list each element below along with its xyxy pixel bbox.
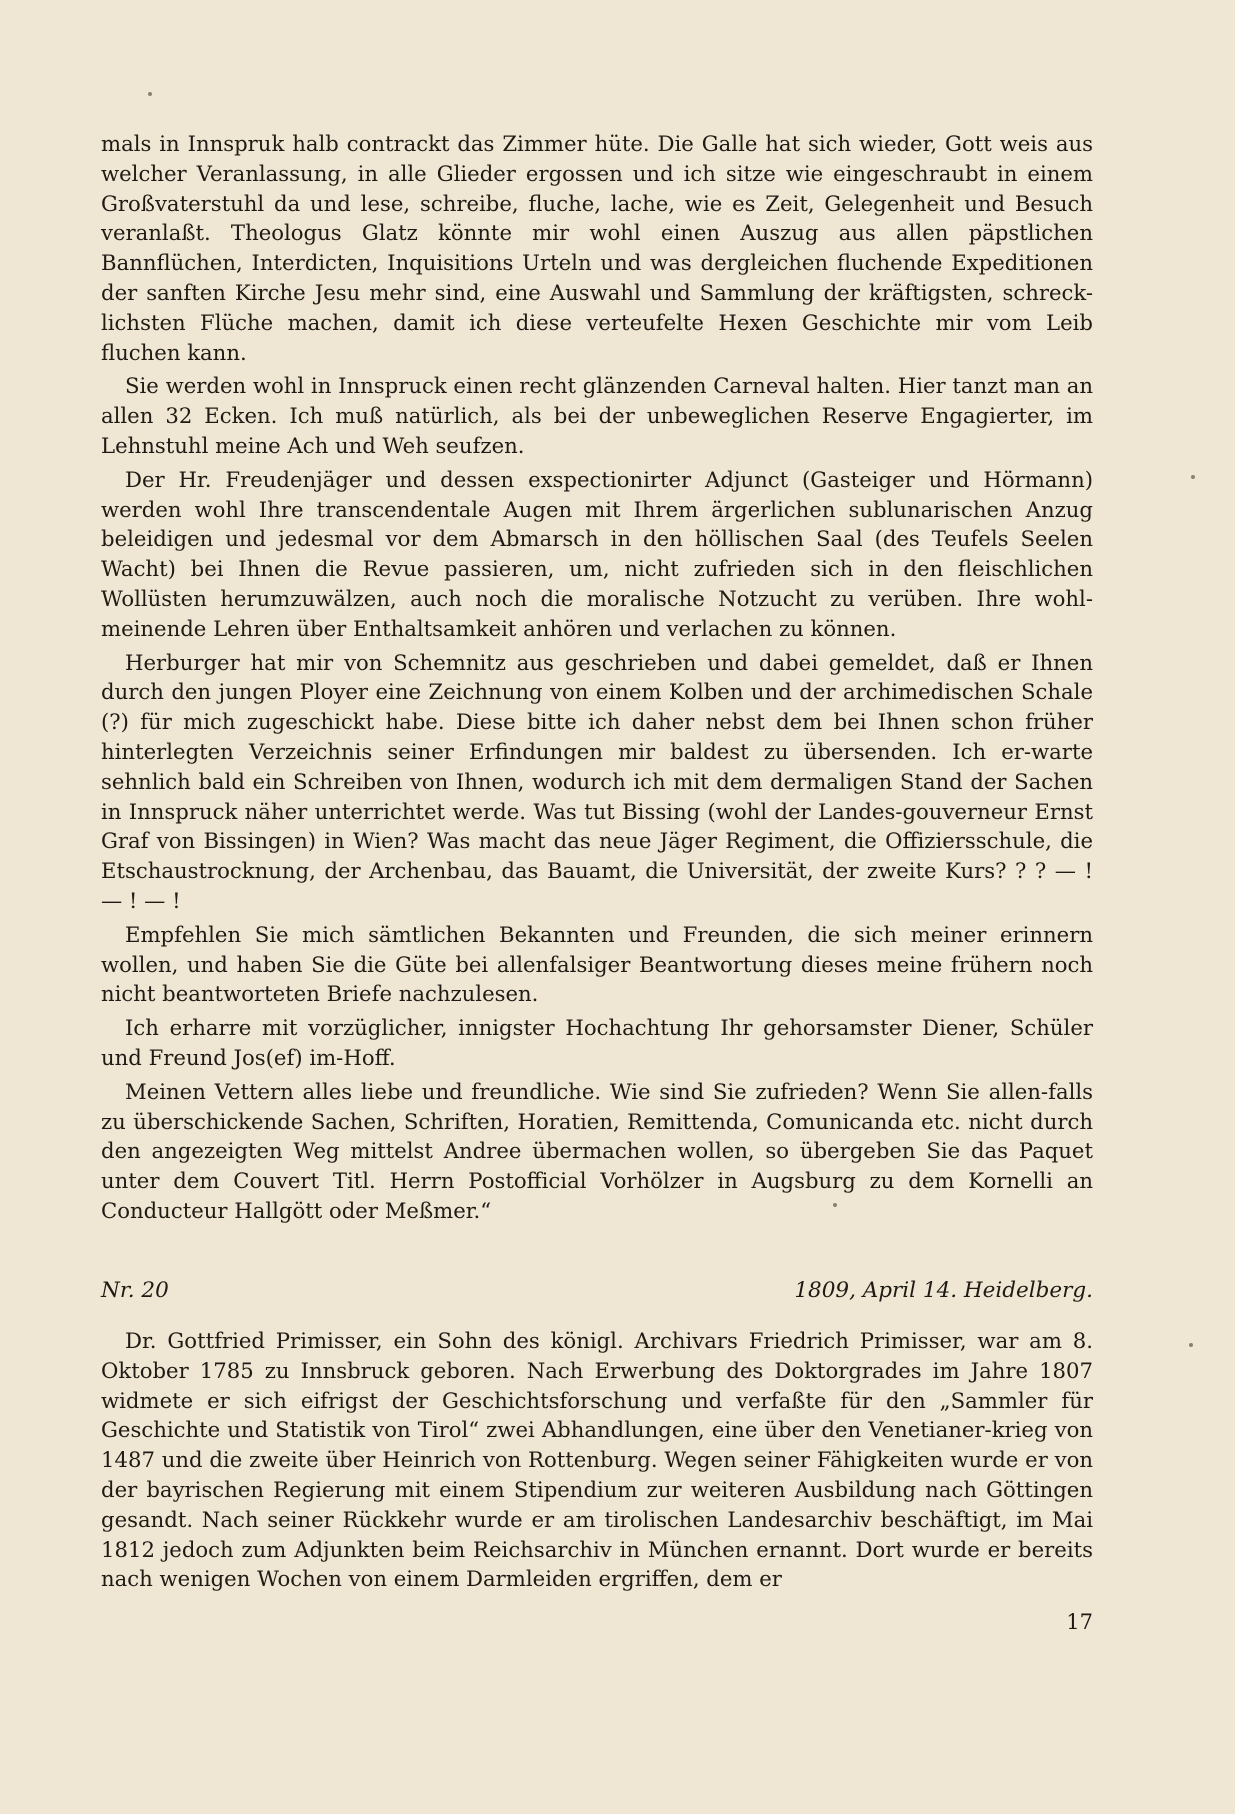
biography-paragraph: Dr. Gottfried Primisser, ein Sohn des königl. Archivars Friedrich Primisser, war am 8. Oktober 1785 zu Innsbruck geboren. Nach Erwerbung des Doktorgrades im Jahre 1807 widmete er sich eifrigst der Geschichtsforschung und verfaßte für den „Sammler für Geschichte und Statistik von Tirol“ zwei Abhandlungen, eine über den Venetianer-krieg von 1487 und die zweite über Heinrich von Rottenburg. Wegen seiner Fähigkeiten wurde er von der bayrischen Regierung mit einem Stipendium zur weiteren Ausbildung nach Göttingen gesandt. Nach seiner Rückkehr wurde er am tirolischen Landesarchiv beschäftigt, im Mai 1812 jedoch zum Adjunkten beim Reichsarchiv in München ernannt. Dort wurde er bereits nach wenigen Wochen von einem Darmleiden ergriffen, dem er [101,1328,1093,1592]
letter-paragraph: mals in Innspruk halb contrackt das Zimmer hüte. Die Galle hat sich wieder, Gott weis aus welcher Veranlassung, in alle Glieder ergossen und ich sitze wie eingeschraubt in einem Großvaterstuhl da und lese, schreibe, fluche, lache, wie es Zeit, Gelegenheit und Besuch veranlaßt. Theologus Glatz könnte mir wohl einen Auszug aus allen päpstlichen Bannflüchen, Interdicten, Inquisitions Urteln und was dergleichen fluchende Expeditionen der sanften Kirche Jesu mehr sind, eine Auswahl und Sammlung der kräftigsten, schreck-lichsten Flüche machen, damit ich diese verteufelte Hexen Geschichte mir vom Leib fluchen kann. [101,131,1093,365]
letter-paragraph: Empfehlen Sie mich sämtlichen Bekannten und Freunden, die sich meiner erinnern wollen, und haben Sie die Güte bei allenfalsiger Beantwortung dieses meine frühern noch nicht beantworteten Briefe nachzulesen. [101,921,1093,1007]
biography-text [101,1326,1093,1598]
letter-paragraph: Herburger hat mir von Schemnitz aus geschrieben und dabei gemeldet, daß er Ihnen durch den jungen Ployer eine Zeichnung von einem Kolben und der archimedischen Schale (?) für mich zugeschickt habe. Diese bitte ich daher nebst dem bei Ihnen schon früher hinterlegten Verzeichnis seiner Erfindungen mir baldest zu übersenden. Ich er-warte sehnlich bald ein Schreiben von Ihnen, wodurch ich mit dem dermaligen Stand der Sachen in Innspruck näher unterrichtet werde. Was tut Bissing (wohl der Landes-gouverneur Ernst Graf von Bissingen) in Wien? Was macht das neue Jäger Regiment, die Offiziersschule, die Etschaustrocknung, der Archenbau, das Bauamt, die Universität, der zweite Kurs? ? ? — ! — ! — ! [101,649,1093,913]
paper-speck [833,1203,837,1207]
letter-paragraph: Meinen Vettern alles liebe und freundliche. Wie sind Sie zufrieden? Wenn Sie allen-falls zu überschickende Sachen, Schriften, Horatien, Remittenda, Comunicanda etc. nicht durch den angezeigten Weg mittelst Andree übermachen wollen, so übergeben Sie das Paquet unter dem Couvert Titl. Herrn Postofficial Vorhölzer in Augsburg zu dem Kornelli an Conducteur Hallgött oder Meßmer.“ [101,1078,1093,1223]
letter-text [101,129,1093,1230]
document-date-place: 1809, April 14. Heidelberg. [794,1278,1093,1303]
document-number: Nr. 20 [101,1278,169,1303]
letter-paragraph: Ich erharre mit vorzüglicher, innigster Hochachtung Ihr gehorsamster Diener, Schüler und Freund Jos(ef) im-Hoff. [101,1015,1093,1070]
paper-speck [1189,1343,1193,1347]
paper-speck [1191,475,1195,479]
paper-speck [148,92,152,96]
page-number: 17 [1066,1610,1093,1634]
document-header [101,1278,1093,1308]
letter-paragraph: Der Hr. Freudenjäger und dessen exspectionirter Adjunct (Gasteiger und Hörmann) werden wohl Ihre transcendentale Augen mit Ihrem ärgerlichen sublunarischen Anzug beleidigen und jedesmal vor dem Abmarsch in den höllischen Saal (des Teufels Seelen Wacht) bei Ihnen die Revue passieren, um, nicht zufrieden sich in den fleischlichen Wollüsten herumzuwälzen, auch noch die moralische Notzucht zu verüben. Ihre wohl-meinende Lehren über Enthaltsamkeit anhören und verlachen zu können. [101,466,1093,641]
letter-paragraph: Sie werden wohl in Innspruck einen recht glänzenden Carneval halten. Hier tanzt man an allen 32 Ecken. Ich muß natürlich, als bei der unbeweglichen Reserve Engagierter, im Lehnstuhl meine Ach und Weh seufzen. [101,373,1093,458]
